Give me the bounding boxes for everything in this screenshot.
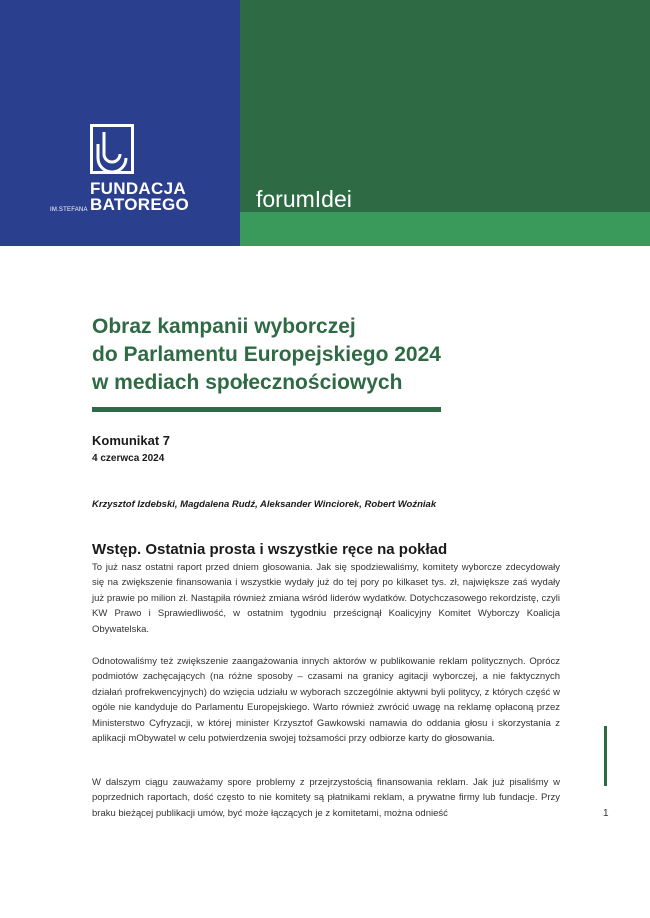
page-number: 1: [603, 808, 609, 819]
logo-line-2: BATOREGO: [90, 195, 190, 214]
title-underline: [92, 407, 441, 412]
header-green-panel: [240, 0, 650, 212]
logo-small-text: IM.STEFANA: [50, 207, 88, 213]
document-title: [92, 313, 562, 397]
authors-line: Krzysztof Izdebski, Magdalena Rudź, Aleksander Winciorek, Robert Woźniak: [92, 499, 437, 510]
section-heading: Wstęp. Ostatnia prosta i wszystkie ręce na pokład: [92, 541, 448, 558]
paragraph-3: W dalszym ciągu zauważamy spore problemy z przejrzystością finansowania reklam. Jak już pisaliśmy w poprzednich raportach, dość często to nie komitety są płatnikami reklam, a prywatne firmy lub fundacje. Przy braku bieżącej publikacji umów, być może łączących je z komitetami, można odnieść: [92, 777, 560, 819]
logo-line-1: FUNDACJA: [90, 179, 186, 198]
publication-date: 4 czerwca 2024: [92, 453, 165, 464]
paragraph-1: To już nasz ostatni raport przed dniem głosowania. Jak się spodziewaliśmy, komitety wyborcze zdecydowały się na zwiększenie finansowania i wszystkie wydały już do tej pory po kilkaset tys. zł, największe zaś wydały już prawie po milion zł. Nastąpiła również zmiana wśród liderów wydatków. Dotychczasowego rekordzistę, czyli KW Prawo i Sprawiedliwość, w ostatnim tygodniu prześcignął Koalicyjny Komitet Wyborczy Koalicja Obywatelska.: [92, 562, 560, 635]
paragraph-2: Odnotowaliśmy też zwiększenie zaangażowania innych aktorów w publikowanie reklam politycznych. Oprócz podmiotów zachęcających (na różne sposoby – czasami na granicy agitacji wyborczej, a nie faktycznych działań profrekwencyjnych) do wzięcia udziału w wyborach szczególnie aktywni byli politycy, z których część w ogóle nie kandyduje do Parlamentu Europejskiego. Warto również zwrócić uwagę na reklamę opłaconą przez Ministerstwo Cyfryzacji, w której minister Krzysztof Gawkowski namawia do oddania głosu i skorzystania z aplikacji mObywatel w celu potwierdzenia swojej tożsamości przy odbiorze karty do głosowania.: [92, 656, 560, 745]
title-line-2: do Parlamentu Europejskiego 2024: [92, 343, 441, 366]
title-line-1: Obraz kampanii wyborczej: [92, 315, 356, 338]
fundacja-logo-icon: [90, 124, 134, 174]
header-green-strip: [240, 212, 650, 246]
title-line-3: w mediach społecznościowych: [92, 371, 403, 394]
komunikat-label: Komunikat 7: [92, 433, 171, 448]
margin-marker: [604, 726, 607, 786]
forum-idei-label: forumIdei: [256, 186, 352, 212]
